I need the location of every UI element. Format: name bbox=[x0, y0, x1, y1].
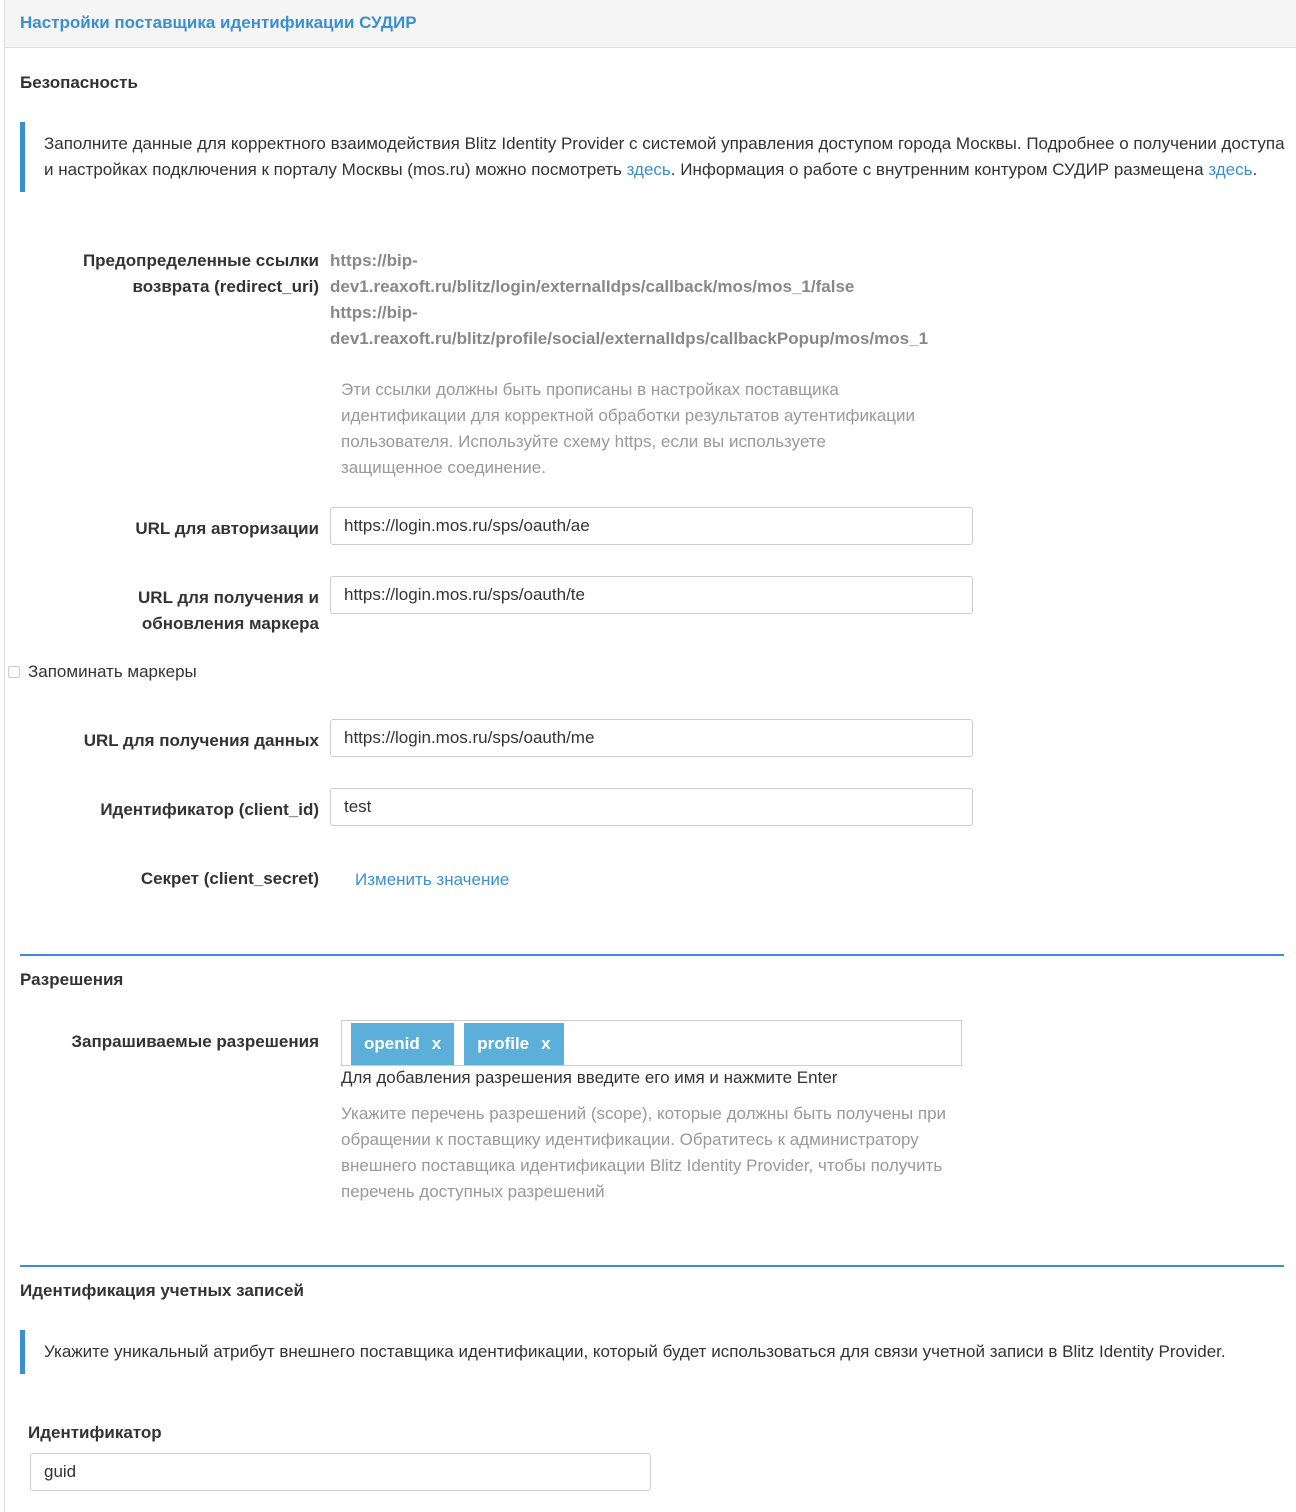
security-info-callout bbox=[20, 122, 1290, 192]
auth-url-label: URL для авторизации bbox=[135, 519, 319, 538]
client-secret-label: Секрет (client_secret) bbox=[140, 869, 319, 888]
redirect-uri-1-a: https://bip- bbox=[330, 251, 418, 270]
scopes-help: Укажите перечень разрешений (scope), которые должны быть получены при обращении к поставщику идентификации. Обратитесь к администратору внешнего поставщика идентификации Blitz Identity Provider, чтобы получить перечень доступных разрешений bbox=[341, 1104, 947, 1201]
redirect-uri-1-b: dev1.reaxoft.ru/blitz/login/externalIdps/callback/mos/mos_1/false bbox=[330, 277, 855, 296]
auth-url-input[interactable] bbox=[330, 507, 973, 545]
section-divider bbox=[20, 954, 1284, 956]
identifier-label: Идентификатор bbox=[28, 1423, 162, 1442]
scopes-hint: Для добавления разрешения введите его имя и нажмите Enter bbox=[341, 1068, 838, 1087]
scope-tag-profile bbox=[464, 1023, 563, 1065]
permissions-section-title: Разрешения bbox=[20, 970, 124, 989]
mos-docs-link[interactable]: здесь bbox=[626, 160, 671, 179]
security-section-title: Безопасность bbox=[20, 73, 138, 92]
callout-text: . bbox=[1252, 160, 1258, 179]
page-title: Настройки поставщика идентификации СУДИР bbox=[20, 13, 417, 32]
redirect-uri-2-a: https://bip- bbox=[330, 303, 418, 322]
callout-text: Заполните данные для корректного взаимодействия Blitz Identity Provider с системой управления доступом города Москвы. Подробнее о получении доступа и настройках подключения к порталу Москвы (mos.ru) можно посмотреть bbox=[44, 134, 1285, 179]
section-divider bbox=[20, 1265, 1284, 1267]
token-url-label: URL для получения и обновления маркера bbox=[138, 588, 319, 633]
identifier-input[interactable] bbox=[30, 1453, 651, 1491]
remove-tag-icon[interactable]: x bbox=[431, 1034, 442, 1053]
remember-tokens-label: Запоминать маркеры bbox=[28, 662, 197, 681]
redirect-uri-help: Эти ссылки должны быть прописаны в настройках поставщика идентификации для корректной обработки результатов аутентификации пользователя. Используйте схему https, если вы используете защищенное соединение. bbox=[341, 380, 915, 477]
redirect-uri-list bbox=[330, 248, 990, 352]
data-url-label: URL для получения данных bbox=[83, 731, 319, 750]
scope-tag-openid bbox=[351, 1023, 454, 1065]
client-id-input[interactable] bbox=[330, 788, 973, 826]
panel-header bbox=[5, 0, 1296, 48]
callout-text: Укажите уникальный атрибут внешнего поставщика идентификации, который будет использоваться для связи учетной записи в Blitz Identity Provider. bbox=[44, 1342, 1226, 1361]
scopes-tag-input[interactable] bbox=[341, 1020, 962, 1066]
client-id-label: Идентификатор (client_id) bbox=[100, 800, 319, 819]
redirect-uri-label: Предопределенные ссылки возврата (redirect_uri) bbox=[82, 251, 319, 296]
token-url-input[interactable] bbox=[330, 576, 973, 614]
remember-tokens-checkbox[interactable] bbox=[8, 666, 20, 678]
callout-text: . Информация о работе с внутренним контуром СУДИР размещена bbox=[670, 160, 1209, 179]
remove-tag-icon[interactable]: x bbox=[541, 1034, 551, 1053]
remember-tokens-row[interactable] bbox=[8, 662, 197, 682]
sudir-docs-link[interactable]: здесь bbox=[1208, 160, 1253, 179]
data-url-input[interactable] bbox=[330, 719, 973, 757]
scope-tag-name: openid bbox=[364, 1034, 420, 1053]
identification-section-title: Идентификация учетных записей bbox=[20, 1281, 304, 1300]
scope-tag-name: profile bbox=[477, 1034, 530, 1053]
identification-info-callout bbox=[20, 1330, 1290, 1374]
redirect-uri-2-b: dev1.reaxoft.ru/blitz/profile/social/externalIdps/callbackPopup/mos/mos_1 bbox=[330, 329, 929, 348]
scopes-label: Запрашиваемые разрешения bbox=[71, 1032, 319, 1051]
change-secret-link[interactable]: Изменить значение bbox=[355, 870, 510, 889]
